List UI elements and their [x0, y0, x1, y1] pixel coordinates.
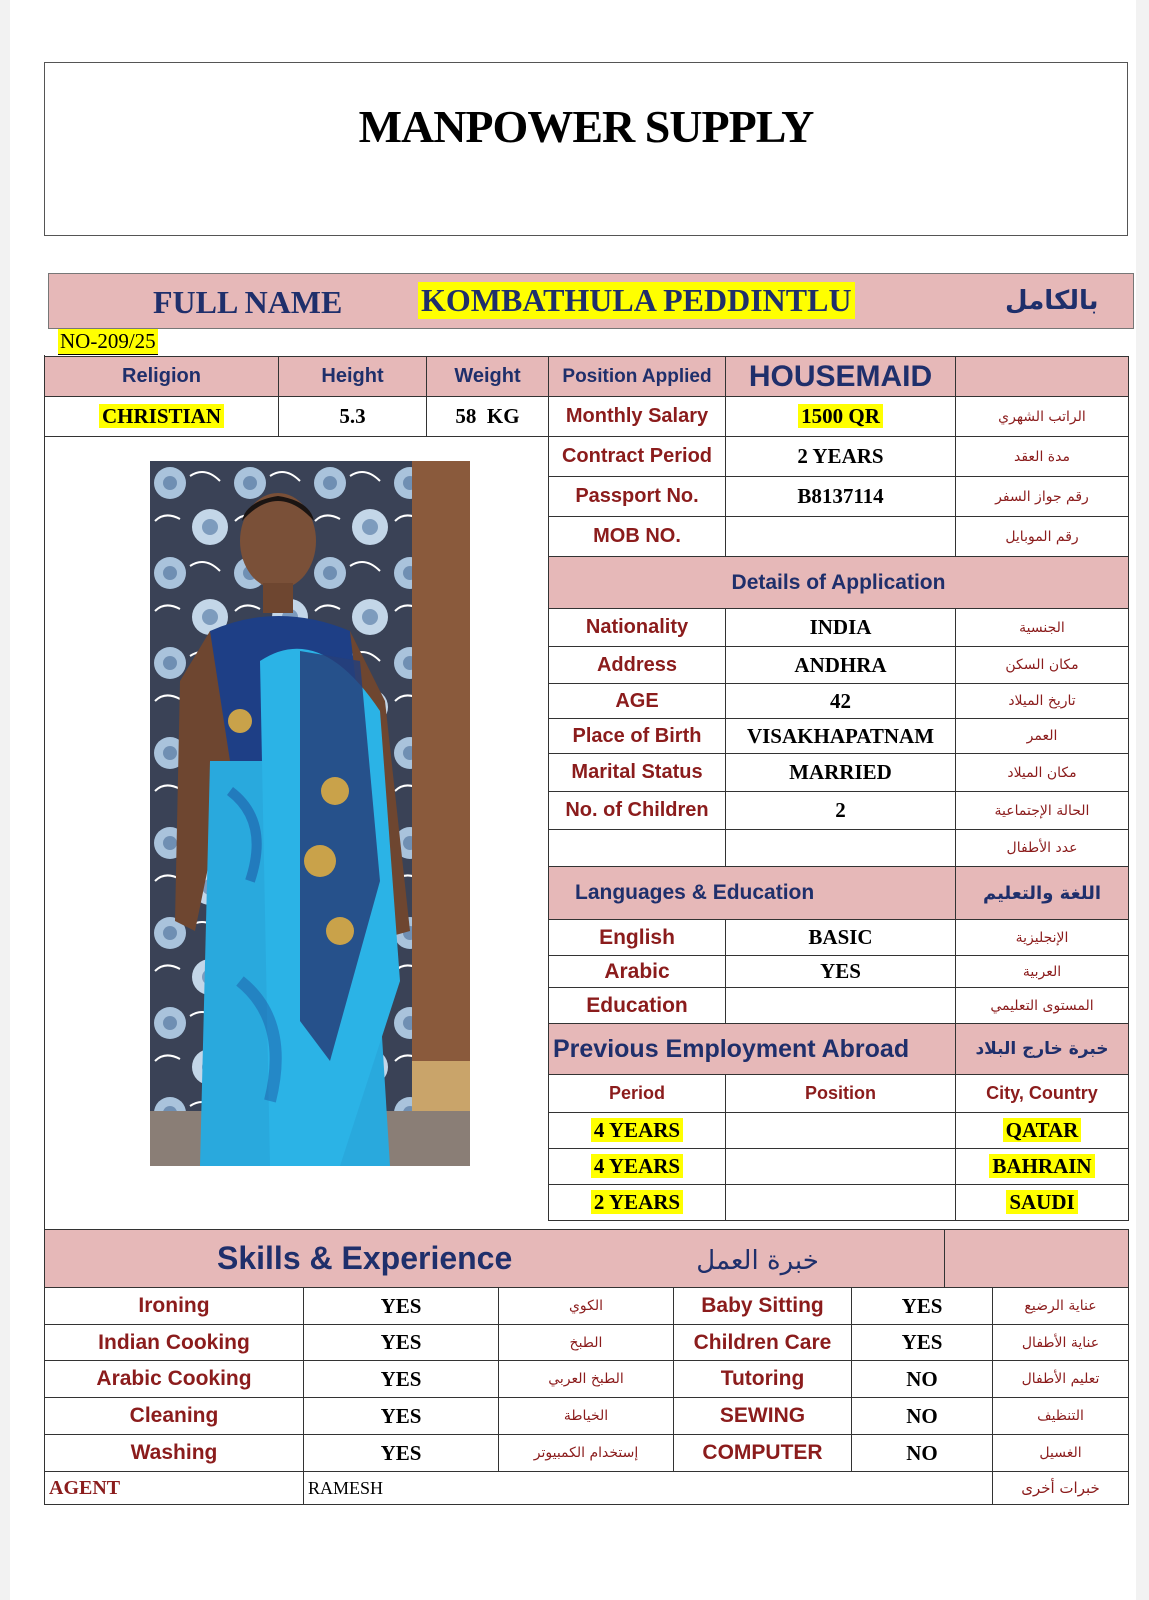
- place-of-birth-value: VISAKHAPATNAM: [726, 719, 956, 754]
- skills-row: [45, 1435, 1129, 1472]
- height-value: 5.3: [279, 397, 427, 437]
- skill-value: NO: [852, 1398, 993, 1435]
- skill-value: YES: [304, 1325, 499, 1361]
- employment-country-cell: [956, 1185, 1129, 1221]
- position-applied-label: Position Applied: [549, 357, 726, 397]
- nationality-value: INDIA: [726, 609, 956, 647]
- skill-arabic: الغسيل: [993, 1435, 1129, 1472]
- skill-label: SEWING: [674, 1398, 852, 1435]
- position-column-header: Position: [726, 1075, 956, 1113]
- employment-period: 4 YEARS: [591, 1118, 683, 1142]
- application-details-table: [548, 436, 1129, 1221]
- nationality-label: Nationality: [549, 609, 726, 647]
- passport-label: Passport No.: [549, 477, 726, 517]
- education-value: [726, 988, 956, 1024]
- skill-arabic: التنظيف: [993, 1398, 1129, 1435]
- employment-position: [726, 1185, 956, 1221]
- skill-label: Arabic Cooking: [45, 1361, 304, 1398]
- place-of-birth-arabic: العمر: [956, 719, 1129, 754]
- employment-country: QATAR: [1003, 1118, 1082, 1142]
- skill-value: YES: [304, 1288, 499, 1325]
- skills-header: Skills & Experience: [217, 1240, 513, 1276]
- religion-value: CHRISTIAN: [99, 404, 224, 428]
- address-label: Address: [549, 647, 726, 684]
- skills-row: [45, 1288, 1129, 1325]
- skill-label: Ironing: [45, 1288, 304, 1325]
- monthly-salary-value: 1500 QR: [798, 404, 883, 428]
- skills-header-arabic: خبرة العمل: [696, 1246, 819, 1276]
- empty-detail-value: [726, 830, 956, 867]
- passport-value: B8137114: [726, 477, 956, 517]
- employment-country-cell: [956, 1149, 1129, 1185]
- languages-header-arabic: اللغة والتعليم: [956, 867, 1129, 920]
- skills-header-cell: [45, 1230, 945, 1288]
- full-name-label: FULL NAME: [153, 284, 343, 320]
- monthly-salary-label: Monthly Salary: [549, 397, 726, 437]
- employment-position: [726, 1113, 956, 1149]
- age-value: 42: [726, 684, 956, 719]
- marital-status-label: Marital Status: [549, 754, 726, 792]
- skill-value: NO: [852, 1361, 993, 1398]
- employment-period-cell: [549, 1185, 726, 1221]
- place-of-birth-label: Place of Birth: [549, 719, 726, 754]
- employment-period: 4 YEARS: [591, 1154, 683, 1178]
- agent-value: RAMESH: [304, 1472, 993, 1505]
- english-label: English: [549, 920, 726, 956]
- skill-value: YES: [304, 1435, 499, 1472]
- address-value: ANDHRA: [726, 647, 956, 684]
- children-label: No. of Children: [549, 792, 726, 830]
- children-arabic: الحالة الإجتماعية: [956, 792, 1129, 830]
- contract-period-label: Contract Period: [549, 437, 726, 477]
- employment-header-arabic: خبرة خارج البلاد: [956, 1024, 1129, 1075]
- skill-label: Washing: [45, 1435, 304, 1472]
- age-label: AGE: [549, 684, 726, 719]
- reference-number: NO-209/25: [60, 329, 156, 353]
- skill-value: YES: [852, 1325, 993, 1361]
- skill-value: YES: [852, 1288, 993, 1325]
- employment-header: Previous Employment Abroad: [549, 1024, 956, 1075]
- mobile-label: MOB NO.: [549, 517, 726, 557]
- employment-period-cell: [549, 1113, 726, 1149]
- skill-arabic: تعليم الأطفال: [993, 1361, 1129, 1398]
- agent-row: [45, 1472, 1129, 1505]
- document-page: [10, 0, 1136, 1600]
- monthly-salary-cell: [726, 397, 956, 437]
- education-arabic: المستوى التعليمي: [956, 988, 1129, 1024]
- arabic-language-label: Arabic: [549, 956, 726, 988]
- skill-label: Tutoring: [674, 1361, 852, 1398]
- children-value: 2: [726, 792, 956, 830]
- skill-label: Baby Sitting: [674, 1288, 852, 1325]
- employment-period: 2 YEARS: [591, 1190, 683, 1214]
- page-title: MANPOWER SUPPLY: [358, 101, 814, 152]
- skills-row: [45, 1361, 1129, 1398]
- marital-status-value: MARRIED: [726, 754, 956, 792]
- weight-label: Weight: [427, 357, 549, 397]
- skills-header-table: [44, 1229, 1129, 1288]
- skill-arabic: الكوي: [499, 1288, 674, 1325]
- religion-value-cell: [45, 397, 279, 437]
- city-country-column-header: City, Country: [956, 1075, 1129, 1113]
- weight-value: 58 KG: [427, 397, 549, 437]
- skill-value: YES: [304, 1398, 499, 1435]
- education-label: Education: [549, 988, 726, 1024]
- skill-value: NO: [852, 1435, 993, 1472]
- details-header: Details of Application: [549, 557, 1129, 609]
- skill-label: Indian Cooking: [45, 1325, 304, 1361]
- agent-label: AGENT: [45, 1472, 304, 1505]
- skill-value: YES: [304, 1361, 499, 1398]
- arabic-language-arabic: العربية: [956, 956, 1129, 988]
- mobile-arabic: رقم الموبايل: [956, 517, 1129, 557]
- skill-arabic: عناية الأطفال: [993, 1325, 1129, 1361]
- arabic-language-value: YES: [726, 956, 956, 988]
- employment-position: [726, 1149, 956, 1185]
- employment-period-cell: [549, 1149, 726, 1185]
- skill-arabic: عناية الرضيع: [993, 1288, 1129, 1325]
- skill-arabic: الطبخ: [499, 1325, 674, 1361]
- nationality-arabic: الجنسية: [956, 609, 1129, 647]
- candidate-photo: [150, 461, 470, 1166]
- empty-detail-arabic: عدد الأطفال: [956, 830, 1129, 867]
- skill-arabic: الطبخ العربي: [499, 1361, 674, 1398]
- employment-country: BAHRAIN: [989, 1154, 1094, 1178]
- candidate-photo-illustration: [150, 461, 470, 1166]
- employment-country: SAUDI: [1006, 1190, 1077, 1214]
- religion-label: Religion: [45, 357, 279, 397]
- skills-row: [45, 1398, 1129, 1435]
- agent-arabic: خبرات أخرى: [993, 1472, 1129, 1505]
- skill-label: Cleaning: [45, 1398, 304, 1435]
- height-label: Height: [279, 357, 427, 397]
- position-applied-value: HOUSEMAID: [726, 357, 956, 397]
- empty-detail-label: [549, 830, 726, 867]
- employment-country-cell: [956, 1113, 1129, 1149]
- marital-status-arabic: مكان الميلاد: [956, 754, 1129, 792]
- age-arabic: تاريخ الميلاد: [956, 684, 1129, 719]
- skills-header-empty: [945, 1230, 1129, 1288]
- basic-info-table: [44, 356, 1129, 437]
- skill-arabic: الخياطة: [499, 1398, 674, 1435]
- languages-header: Languages & Education: [549, 867, 956, 920]
- position-empty-cell: [956, 357, 1129, 397]
- address-arabic: مكان السكن: [956, 647, 1129, 684]
- monthly-salary-arabic: الراتب الشهري: [956, 397, 1129, 437]
- english-arabic: الإنجليزية: [956, 920, 1129, 956]
- full-name-arabic-label: بالكامل: [1005, 286, 1099, 316]
- english-value: BASIC: [726, 920, 956, 956]
- skills-row: [45, 1325, 1129, 1361]
- skill-label: Children Care: [674, 1325, 852, 1361]
- skills-table: [44, 1287, 1129, 1505]
- passport-arabic: رقم جواز السفر: [956, 477, 1129, 517]
- skill-label: COMPUTER: [674, 1435, 852, 1472]
- contract-period-value: 2 YEARS: [726, 437, 956, 477]
- full-name-value: KOMBATHULA PEDDINTLU: [418, 282, 855, 319]
- contract-period-arabic: مدة العقد: [956, 437, 1129, 477]
- mobile-value: [726, 517, 956, 557]
- period-column-header: Period: [549, 1075, 726, 1113]
- skill-arabic: إستخدام الكمبيوتر: [499, 1435, 674, 1472]
